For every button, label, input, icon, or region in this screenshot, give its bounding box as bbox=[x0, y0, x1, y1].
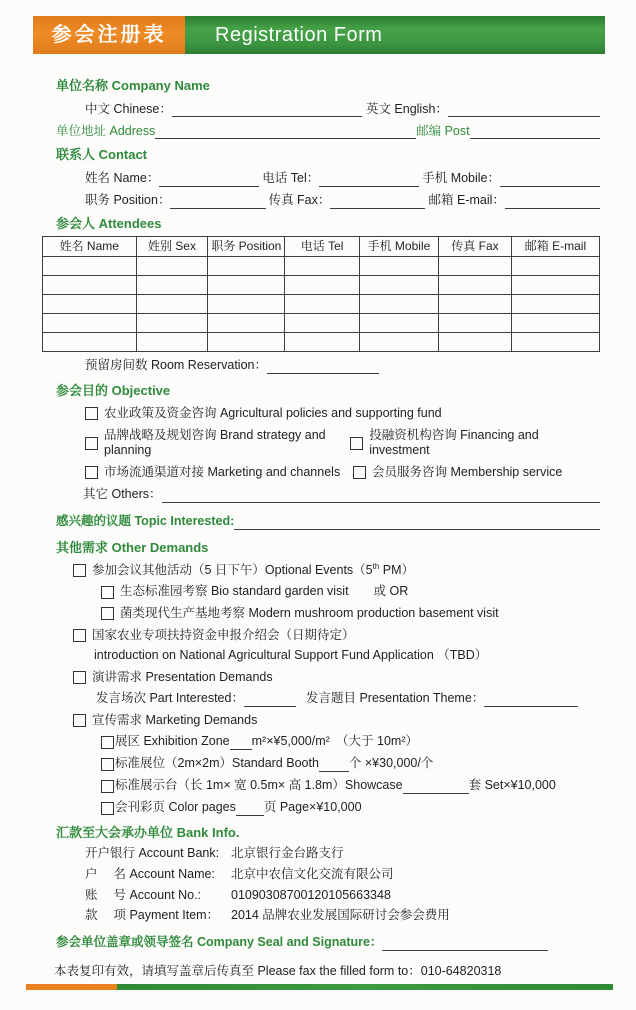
english-name-blank[interactable] bbox=[448, 101, 600, 117]
account-name-value: 北京中农信文化交流有限公司 bbox=[231, 867, 394, 881]
col-mobile: 手机 Mobile bbox=[359, 236, 438, 256]
contact-position-label: 职务 Position： bbox=[85, 192, 171, 207]
presentation-theme-label: 发言题目 Presentation Theme： bbox=[305, 690, 485, 705]
contact-name-label: 姓名 Name： bbox=[85, 170, 160, 185]
chinese-name-label: 中文 Chinese： bbox=[85, 101, 172, 116]
mushroom-visit-checkbox[interactable] bbox=[101, 607, 114, 620]
objective-others-row bbox=[83, 487, 600, 503]
col-name: 姓名 Name bbox=[43, 236, 137, 256]
attendee-cell[interactable] bbox=[208, 256, 285, 275]
contact-email-blank[interactable] bbox=[505, 193, 600, 209]
bank-row-account-bank bbox=[85, 846, 600, 862]
section-contact: 联系人 Contact bbox=[56, 147, 148, 163]
part-interested-label: 发言场次 Part Interested： bbox=[96, 690, 244, 705]
attendees-table bbox=[42, 236, 600, 352]
attendee-cell[interactable] bbox=[285, 294, 360, 313]
standard-booth-row bbox=[101, 756, 600, 772]
attendee-cell[interactable] bbox=[43, 256, 137, 275]
footer-bar bbox=[26, 984, 613, 990]
attendee-cell[interactable] bbox=[208, 332, 285, 351]
attendee-cell[interactable] bbox=[511, 294, 599, 313]
presentation-demands-label: 演讲需求 Presentation Demands bbox=[92, 669, 273, 684]
attendee-cell[interactable] bbox=[43, 332, 137, 351]
post-blank[interactable] bbox=[470, 123, 600, 139]
marketing-channels-checkbox[interactable] bbox=[85, 466, 98, 479]
fax-note-row bbox=[54, 964, 600, 980]
contact-email-label: 邮箱 E-mail： bbox=[428, 192, 505, 207]
bio-visit-checkbox[interactable] bbox=[101, 586, 114, 599]
address-blank[interactable] bbox=[155, 123, 416, 139]
col-sex: 姓别 Sex bbox=[136, 236, 208, 256]
company-name-row bbox=[85, 101, 600, 117]
optional-events-checkbox[interactable] bbox=[73, 564, 86, 577]
part-interested-blank[interactable] bbox=[244, 691, 296, 707]
contact-tel-label: 电话 Tel： bbox=[262, 170, 320, 185]
exhibition-zone-checkbox[interactable] bbox=[101, 736, 114, 749]
objective-item-financing bbox=[350, 428, 600, 459]
attendee-cell[interactable] bbox=[43, 275, 137, 294]
presentation-demands-checkbox[interactable] bbox=[73, 671, 86, 684]
topic-blank[interactable] bbox=[234, 514, 600, 530]
account-bank-label: 开户银行 Account Bank: bbox=[85, 846, 220, 861]
attendee-cell[interactable] bbox=[359, 256, 438, 275]
attendee-cell[interactable] bbox=[43, 313, 137, 332]
financing-checkbox[interactable] bbox=[350, 437, 363, 450]
payment-item-value: 2014 品牌农业发展国际研讨会参会费用 bbox=[231, 908, 450, 923]
attendee-cell[interactable] bbox=[359, 332, 438, 351]
room-reservation-label: 预留房间数 Room Reservation： bbox=[85, 358, 267, 373]
attendee-cell[interactable] bbox=[511, 275, 599, 294]
objective-item-agri bbox=[85, 406, 600, 422]
presentation-theme-blank[interactable] bbox=[484, 691, 578, 707]
section-attendees: 参会人 Attendees bbox=[56, 215, 162, 231]
fax-number: 010-64820318 bbox=[420, 963, 502, 978]
contact-name-blank[interactable] bbox=[159, 171, 259, 187]
section-objective: 参会目的 Objective bbox=[56, 382, 171, 398]
attendee-row bbox=[43, 275, 600, 294]
attendee-cell[interactable] bbox=[359, 275, 438, 294]
showcase-row bbox=[101, 778, 600, 794]
room-reservation-row bbox=[85, 358, 600, 374]
section-other-demands: 其他需求 Other Demands bbox=[56, 539, 209, 555]
attendee-cell[interactable] bbox=[285, 275, 360, 294]
marketing-channels-label: 市场流通渠道对接 Marketing and channels bbox=[104, 464, 341, 479]
objective-item-brand bbox=[85, 428, 350, 459]
attendee-cell[interactable] bbox=[208, 294, 285, 313]
exhibition-zone-suffix: m²×¥5,000/m² （大于 10m²） bbox=[251, 734, 418, 749]
contact-tel-blank[interactable] bbox=[319, 171, 419, 187]
presentation-demands-row bbox=[73, 670, 600, 686]
col-fax: 传真 Fax bbox=[438, 236, 511, 256]
color-pages-checkbox[interactable] bbox=[101, 802, 114, 815]
signature-row bbox=[56, 935, 548, 951]
showcase-prefix: 标准展示台（长 1m× 宽 0.5m× 高 1.8m）Showcase bbox=[115, 778, 403, 793]
national-fund-label-en: introduction on National Agricultural Support Fund Application （TBD） bbox=[94, 648, 488, 663]
national-fund-row bbox=[73, 628, 600, 644]
objective-row-3 bbox=[85, 465, 600, 481]
fax-note-label: 本表复印有效，请填写盖章后传真至 Please fax the filled form to： bbox=[54, 963, 421, 978]
membership-label: 会员服务咨询 Membership service bbox=[372, 464, 563, 479]
attendee-cell[interactable] bbox=[285, 332, 360, 351]
payment-item-label: 款 项 Payment Item： bbox=[85, 908, 220, 923]
attendee-cell[interactable] bbox=[511, 313, 599, 332]
attendee-cell[interactable] bbox=[136, 275, 208, 294]
optional-events-label: 参加会议其他活动（5 日下午）Optional Events（5th PM） bbox=[92, 561, 415, 577]
attendee-cell[interactable] bbox=[208, 275, 285, 294]
topic-label: 感兴趣的议题 Topic Interested: bbox=[56, 513, 235, 528]
col-email: 邮箱 E-mail bbox=[511, 236, 599, 256]
attendee-cell[interactable] bbox=[136, 256, 208, 275]
bio-visit-row bbox=[101, 584, 600, 600]
attendee-cell[interactable] bbox=[511, 332, 599, 351]
form-title-cn: 参会注册表 bbox=[33, 16, 185, 54]
bio-visit-label: 生态标准园考察 Bio standard garden visit 或 OR bbox=[120, 584, 409, 599]
attendee-cell[interactable] bbox=[136, 294, 208, 313]
contact-position-blank[interactable] bbox=[170, 193, 265, 209]
standard-booth-checkbox[interactable] bbox=[101, 758, 114, 771]
agri-policies-label: 农业政策及资金咨询 Agricultural policies and supporting fund bbox=[104, 406, 442, 420]
post-label: 邮编 Post bbox=[416, 123, 470, 138]
attendee-row bbox=[43, 256, 600, 275]
chinese-name-blank[interactable] bbox=[172, 101, 362, 117]
account-no-label: 账 号 Account No.: bbox=[85, 887, 202, 902]
section-company-name: 单位名称 Company Name bbox=[56, 78, 210, 93]
contact-row-1 bbox=[85, 171, 600, 187]
showcase-suffix: 套 Set×¥10,000 bbox=[468, 778, 556, 793]
standard-booth-suffix: 个 ×¥30,000/个 bbox=[348, 756, 434, 771]
brand-strategy-checkbox[interactable] bbox=[85, 437, 98, 450]
topic-row bbox=[56, 514, 600, 530]
exhibition-zone-row bbox=[101, 734, 600, 750]
financing-label: 投融资机构咨询 Financing and investment bbox=[369, 427, 539, 458]
attendee-row bbox=[43, 313, 600, 332]
contact-fax-blank[interactable] bbox=[330, 193, 425, 209]
attendee-cell[interactable] bbox=[285, 313, 360, 332]
signature-blank[interactable] bbox=[382, 935, 548, 951]
footer-orange-segment bbox=[26, 984, 117, 990]
address-row bbox=[56, 123, 600, 139]
attendees-header-row bbox=[43, 236, 600, 256]
attendee-cell[interactable] bbox=[359, 294, 438, 313]
attendee-cell[interactable] bbox=[208, 313, 285, 332]
bank-row-account-no bbox=[85, 888, 600, 904]
showcase-blank[interactable] bbox=[403, 778, 469, 794]
contact-fax-label: 传真 Fax： bbox=[268, 192, 331, 207]
exhibition-zone-prefix: 展区 Exhibition Zone bbox=[115, 734, 230, 749]
showcase-checkbox[interactable] bbox=[101, 780, 114, 793]
english-name-label: 英文 English： bbox=[365, 101, 448, 116]
attendee-cell[interactable] bbox=[136, 332, 208, 351]
attendee-cell[interactable] bbox=[136, 313, 208, 332]
contact-mobile-blank[interactable] bbox=[500, 171, 600, 187]
mushroom-visit-row bbox=[101, 606, 600, 622]
attendee-cell[interactable] bbox=[438, 313, 511, 332]
others-blank[interactable] bbox=[162, 487, 601, 503]
col-position: 职务 Position bbox=[208, 236, 285, 256]
objective-item-membership bbox=[353, 465, 562, 481]
bank-row-account-name bbox=[85, 867, 600, 883]
color-pages-prefix: 会刊彩页 Color pages bbox=[115, 800, 236, 815]
agri-policies-checkbox[interactable] bbox=[85, 407, 98, 420]
account-no-value: 01090308700120105663348 bbox=[231, 887, 391, 902]
account-bank-value: 北京银行金台路支行 bbox=[231, 846, 344, 861]
attendee-cell[interactable] bbox=[438, 256, 511, 275]
color-pages-row bbox=[101, 800, 600, 816]
signature-label: 参会单位盖章或领导签名 Company Seal and Signature： bbox=[56, 935, 383, 950]
marketing-demands-label: 宣传需求 Marketing Demands bbox=[92, 712, 258, 727]
header-bar bbox=[33, 16, 605, 54]
contact-row-2 bbox=[85, 193, 600, 209]
standard-booth-prefix: 标准展位（2m×2m）Standard Booth bbox=[115, 756, 319, 771]
attendee-cell[interactable] bbox=[285, 256, 360, 275]
form-title-en: Registration Form bbox=[185, 16, 605, 54]
bank-row-payment-item bbox=[85, 908, 600, 924]
color-pages-blank[interactable] bbox=[236, 800, 264, 816]
col-tel: 电话 Tel bbox=[285, 236, 360, 256]
membership-checkbox[interactable] bbox=[353, 466, 366, 479]
objective-row-2 bbox=[85, 428, 600, 459]
section-bank-info: 汇款至大会承办单位 Bank Info. bbox=[56, 825, 240, 841]
marketing-demands-checkbox[interactable] bbox=[73, 714, 86, 727]
mushroom-visit-label: 菌类现代生产基地考察 Modern mushroom production basement visit bbox=[120, 606, 499, 620]
brand-strategy-label: 品牌战略及规划咨询 Brand strategy and planning bbox=[104, 427, 326, 458]
attendee-cell[interactable] bbox=[43, 294, 137, 313]
optional-events-row bbox=[73, 563, 600, 579]
objective-item-marketing bbox=[85, 465, 353, 481]
national-fund-checkbox[interactable] bbox=[73, 629, 86, 642]
room-reservation-blank[interactable] bbox=[267, 358, 379, 374]
attendee-cell[interactable] bbox=[438, 294, 511, 313]
attendee-row bbox=[43, 294, 600, 313]
color-pages-suffix: 页 Page×¥10,000 bbox=[263, 800, 362, 815]
exhibition-zone-blank[interactable] bbox=[230, 734, 252, 750]
address-label: 单位地址 Address bbox=[56, 123, 156, 138]
footer-green-segment bbox=[117, 984, 613, 990]
attendee-cell[interactable] bbox=[511, 256, 599, 275]
account-name-label: 户 名 Account Name: bbox=[85, 867, 215, 881]
presentation-detail-row bbox=[96, 691, 578, 707]
attendee-cell[interactable] bbox=[438, 275, 511, 294]
attendee-cell[interactable] bbox=[438, 332, 511, 351]
standard-booth-blank[interactable] bbox=[319, 756, 349, 772]
marketing-demands-row bbox=[73, 713, 600, 729]
attendee-row bbox=[43, 332, 600, 351]
contact-mobile-label: 手机 Mobile： bbox=[422, 170, 501, 185]
others-label: 其它 Others： bbox=[83, 486, 162, 501]
attendee-cell[interactable] bbox=[359, 313, 438, 332]
national-fund-label-cn: 国家农业专项扶持资金申报介绍会（日期待定） bbox=[92, 627, 355, 642]
